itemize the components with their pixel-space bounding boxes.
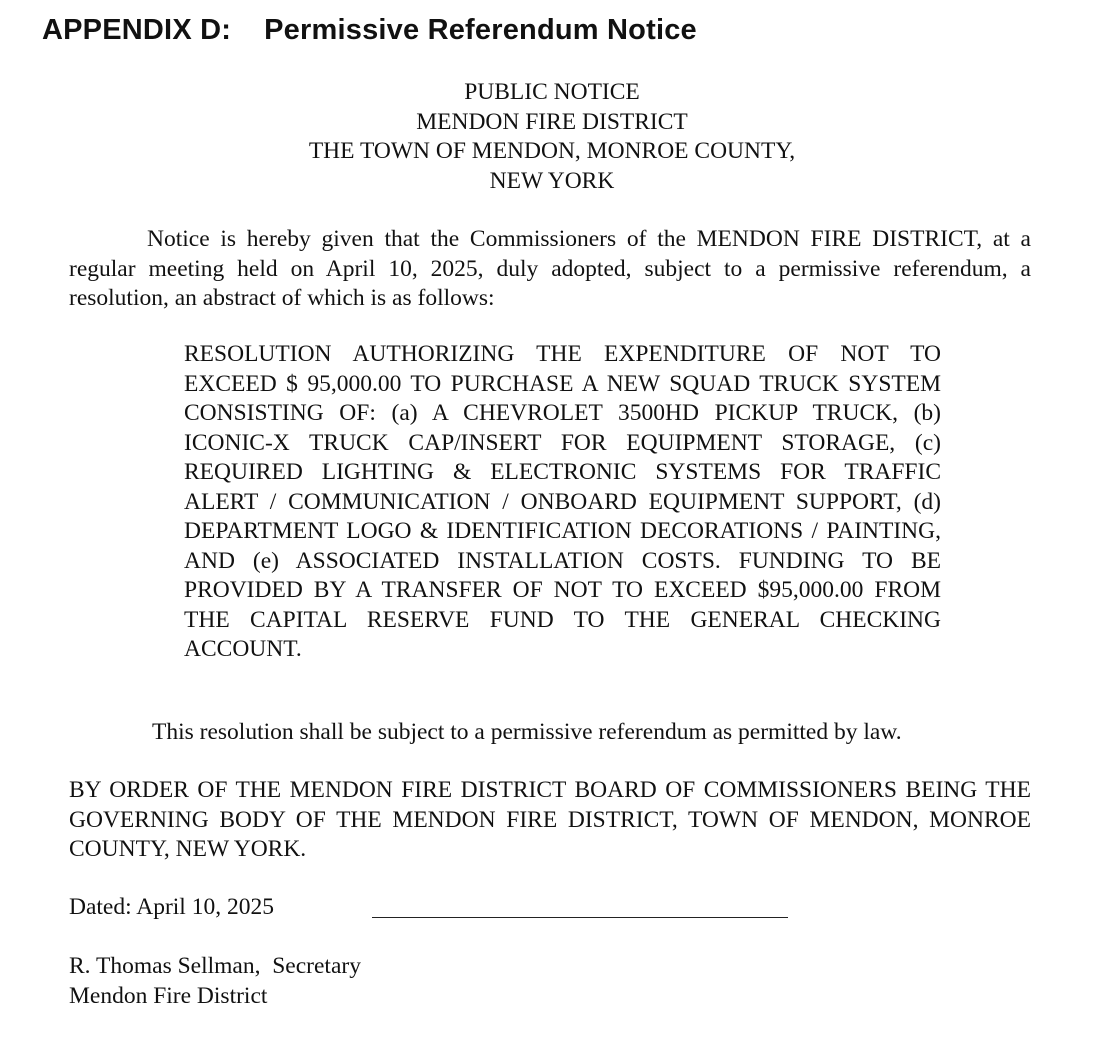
header-line-town-county: THE TOWN OF MENDON, MONROE COUNTY, bbox=[308, 138, 796, 164]
notice-header bbox=[0, 78, 1094, 196]
signer-block bbox=[69, 952, 361, 1011]
by-order-statement: BY ORDER OF THE MENDON FIRE DISTRICT BOARD OF COMMISSIONERS BEING THE GOVERNING BODY OF THE MENDON FIRE DISTRICT, TOWN OF MENDON, MONROE COUNTY, NEW YORK. bbox=[69, 777, 1031, 862]
referendum-statement: This resolution shall be subject to a permissive referendum as permitted by law. bbox=[152, 719, 902, 745]
appendix-title: APPENDIX D: Permissive Referendum Notice bbox=[42, 14, 697, 46]
header-line-public-notice: PUBLIC NOTICE bbox=[464, 79, 640, 105]
signer-organization: Mendon Fire District bbox=[69, 982, 268, 1009]
dated-line: Dated: April 10, 2025 bbox=[69, 894, 274, 920]
signature-line bbox=[372, 917, 788, 918]
header-line-state: NEW YORK bbox=[489, 167, 615, 194]
notice-paragraph: Notice is hereby given that the Commissioners of the MENDON FIRE DISTRICT, at a regular meeting held on April 10, 2025, duly adopted, subject to a permissive referendum, a resolution, an abstract of which is as follows: bbox=[69, 226, 1031, 311]
resolution-abstract: RESOLUTION AUTHORIZING THE EXPENDITURE OF NOT TO EXCEED $ 95,000.00 TO PURCHASE A NEW SQUAD TRUCK SYSTEM CONSISTING OF: (a) A CHEVROLET 3500HD PICKUP TRUCK, (b) ICONIC-X TRUCK CAP/INSERT FOR EQUIPMENT STORAGE, (c) REQUIRED LIGHTING & ELECTRONIC SYSTEMS FOR TRAFFIC ALERT / COMMUNICATION / ONBOARD EQUIPMENT SUPPORT, (d) DEPARTMENT LOGO & IDENTIFICATION DECORATIONS / PAINTING, AND (e) ASSOCIATED INSTALLATION COSTS. FUNDING TO BE PROVIDED BY A TRANSFER OF NOT TO EXCEED $95,000.00 FROM THE CAPITAL RESERVE FUND TO THE GENERAL CHECKING ACCOUNT. bbox=[184, 341, 941, 662]
header-line-district: MENDON FIRE DISTRICT bbox=[416, 108, 688, 135]
signer-name-title: R. Thomas Sellman, Secretary bbox=[69, 953, 361, 979]
